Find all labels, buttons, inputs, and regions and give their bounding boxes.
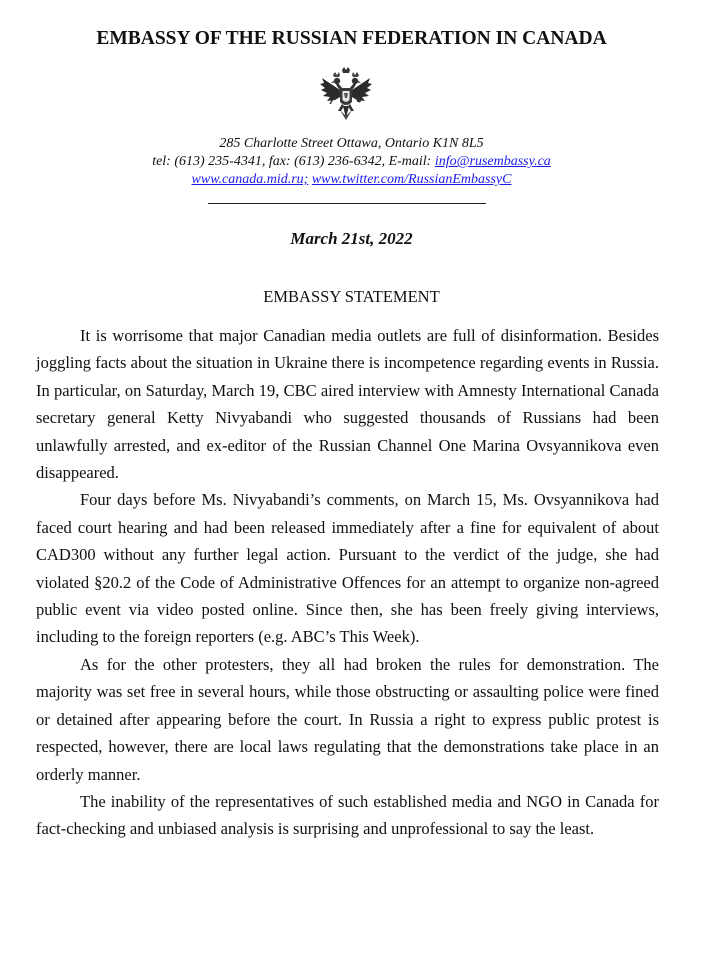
statement-heading: EMBASSY STATEMENT	[263, 287, 440, 306]
twitter-link[interactable]: www.twitter.com/RussianEmbassyC	[311, 172, 512, 187]
paragraph: As for the other protesters, they all had broken the rules for demonstration. The majority was set free in several hours, while those obstructing or assaulting police were fined or detained after appearing before the court. In Russia a right to express public protest is respected, however, there are local laws regulating that the demonstrations take place in an orderly manner.	[36, 654, 659, 784]
contact-line	[0, 153, 703, 171]
statement-date: March 21st, 2022	[290, 229, 413, 248]
address-line: 285 Charlotte Street Ottawa, Ontario K1N 8L5	[219, 136, 484, 151]
website-link[interactable]: www.canada.mid.ru;	[191, 172, 309, 187]
email-link[interactable]: info@rusembassy.ca	[434, 154, 551, 169]
statement-body	[36, 322, 659, 843]
web-links-line	[0, 171, 703, 189]
phone-fax-text: tel: (613) 235-4341, fax: (613) 236-6342, E-mail:	[152, 154, 435, 169]
paragraph: Four days before Ms. Nivyabandi’s comments, on March 15, Ms. Ovsyannikova had faced court hearing and had been released immediately after a fine for equivalent of about CAD300 without any further legal action. Pursuant to the verdict of the judge, she had violated §20.2 of the Code of Administrative Offences for an attempt to organize non-agreed public event via video posted online. Since then, she has been freely giving interviews, including to the foreign reporters (e.g. ABC’s This Week).	[36, 490, 659, 647]
paragraph: The inability of the representatives of such established media and NGO in Canada for fact-checking and unbiased analysis is surprising and unprofessional to say the least.	[36, 791, 659, 839]
paragraph: It is worrisome that major Canadian media outlets are full of disinformation. Besides joggling facts about the situation in Ukraine there is incompetence regarding events in Russia. In particular, on Saturday, March 19, CBC aired interview with Amnesty International Canada secretary general Ketty Nivyabandi who suggested thousands of Russians had been unlawfully arrested, and ex-editor of the Russian Channel One Marina Ovsyannikova even disappeared.	[36, 326, 659, 483]
header-divider	[208, 203, 486, 204]
embassy-title: EMBASSY OF THE RUSSIAN FEDERATION IN CANADA	[96, 28, 607, 49]
coat-of-arms-icon	[318, 66, 374, 122]
